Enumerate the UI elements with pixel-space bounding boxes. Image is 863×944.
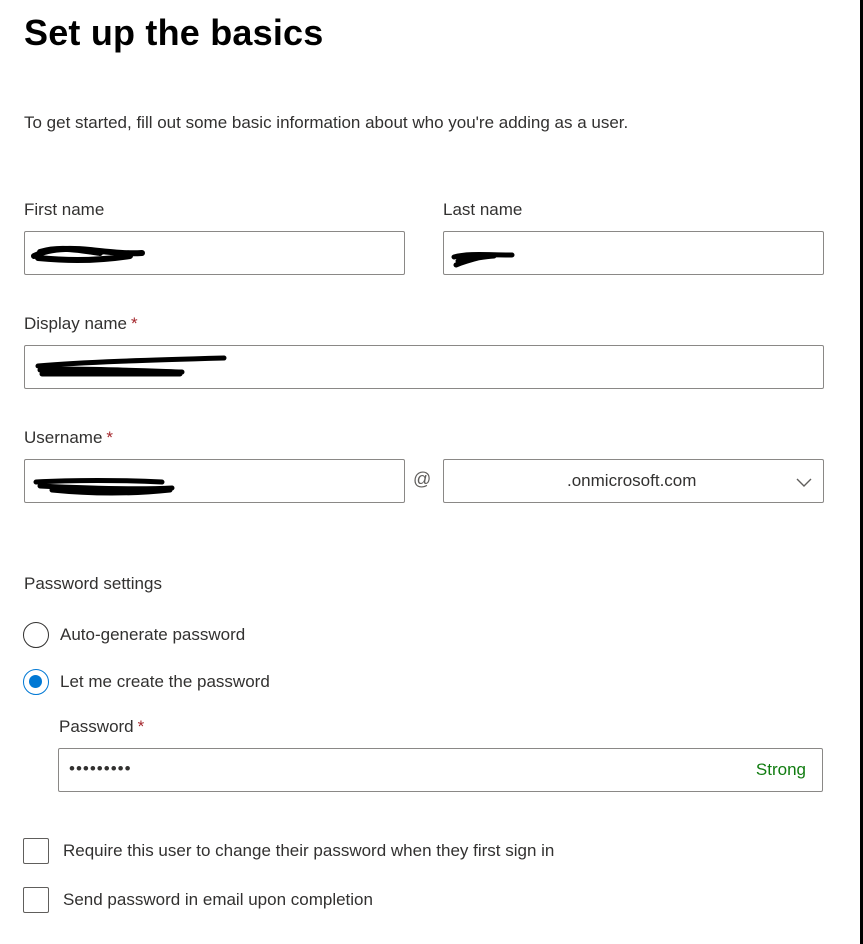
radio-create-password[interactable] <box>23 668 270 696</box>
checkbox-label: Require this user to change their password when they first sign in <box>63 841 555 860</box>
required-marker: * <box>137 717 145 736</box>
required-marker: * <box>131 314 138 333</box>
display-name-input[interactable] <box>24 345 824 389</box>
domain-dropdown[interactable] <box>443 459 824 503</box>
page-title: Set up the basics <box>24 12 324 53</box>
password-input[interactable] <box>58 748 823 792</box>
first-name-label <box>24 200 104 220</box>
last-name-label-text: Last name <box>443 200 523 219</box>
chevron-down-icon <box>795 473 813 491</box>
username-label <box>24 428 113 448</box>
radio-label: Auto-generate password <box>60 625 246 644</box>
intro-text: To get started, fill out some basic information about who you're adding as a user. <box>24 113 629 132</box>
checkbox-send-password-email[interactable] <box>23 886 373 914</box>
username-label-text: Username <box>24 428 103 447</box>
password-settings-title: Password settings <box>24 574 162 593</box>
display-name-label <box>24 314 138 334</box>
checkbox-label: Send password in email upon completion <box>63 890 373 909</box>
last-name-input[interactable] <box>443 231 824 275</box>
checkbox[interactable] <box>23 887 49 913</box>
radio-button-selected[interactable] <box>23 669 49 695</box>
domain-value: .onmicrosoft.com <box>567 471 697 490</box>
checkbox-require-password-change[interactable] <box>23 837 554 865</box>
password-label-text: Password <box>59 717 134 736</box>
at-sign: @ <box>413 469 432 489</box>
radio-button[interactable] <box>23 622 49 648</box>
radio-label: Let me create the password <box>60 672 270 691</box>
password-strength-indicator: Strong <box>755 760 806 779</box>
display-name-label-text: Display name <box>24 314 127 333</box>
radio-auto-generate-password[interactable] <box>23 621 245 649</box>
password-masked-value: ••••••••• <box>69 759 132 778</box>
first-name-input[interactable] <box>24 231 405 275</box>
required-marker: * <box>106 428 114 447</box>
first-name-label-text: First name <box>24 200 105 219</box>
checkbox[interactable] <box>23 838 49 864</box>
last-name-label <box>443 200 522 220</box>
username-input[interactable] <box>24 459 405 503</box>
password-label <box>59 717 144 737</box>
